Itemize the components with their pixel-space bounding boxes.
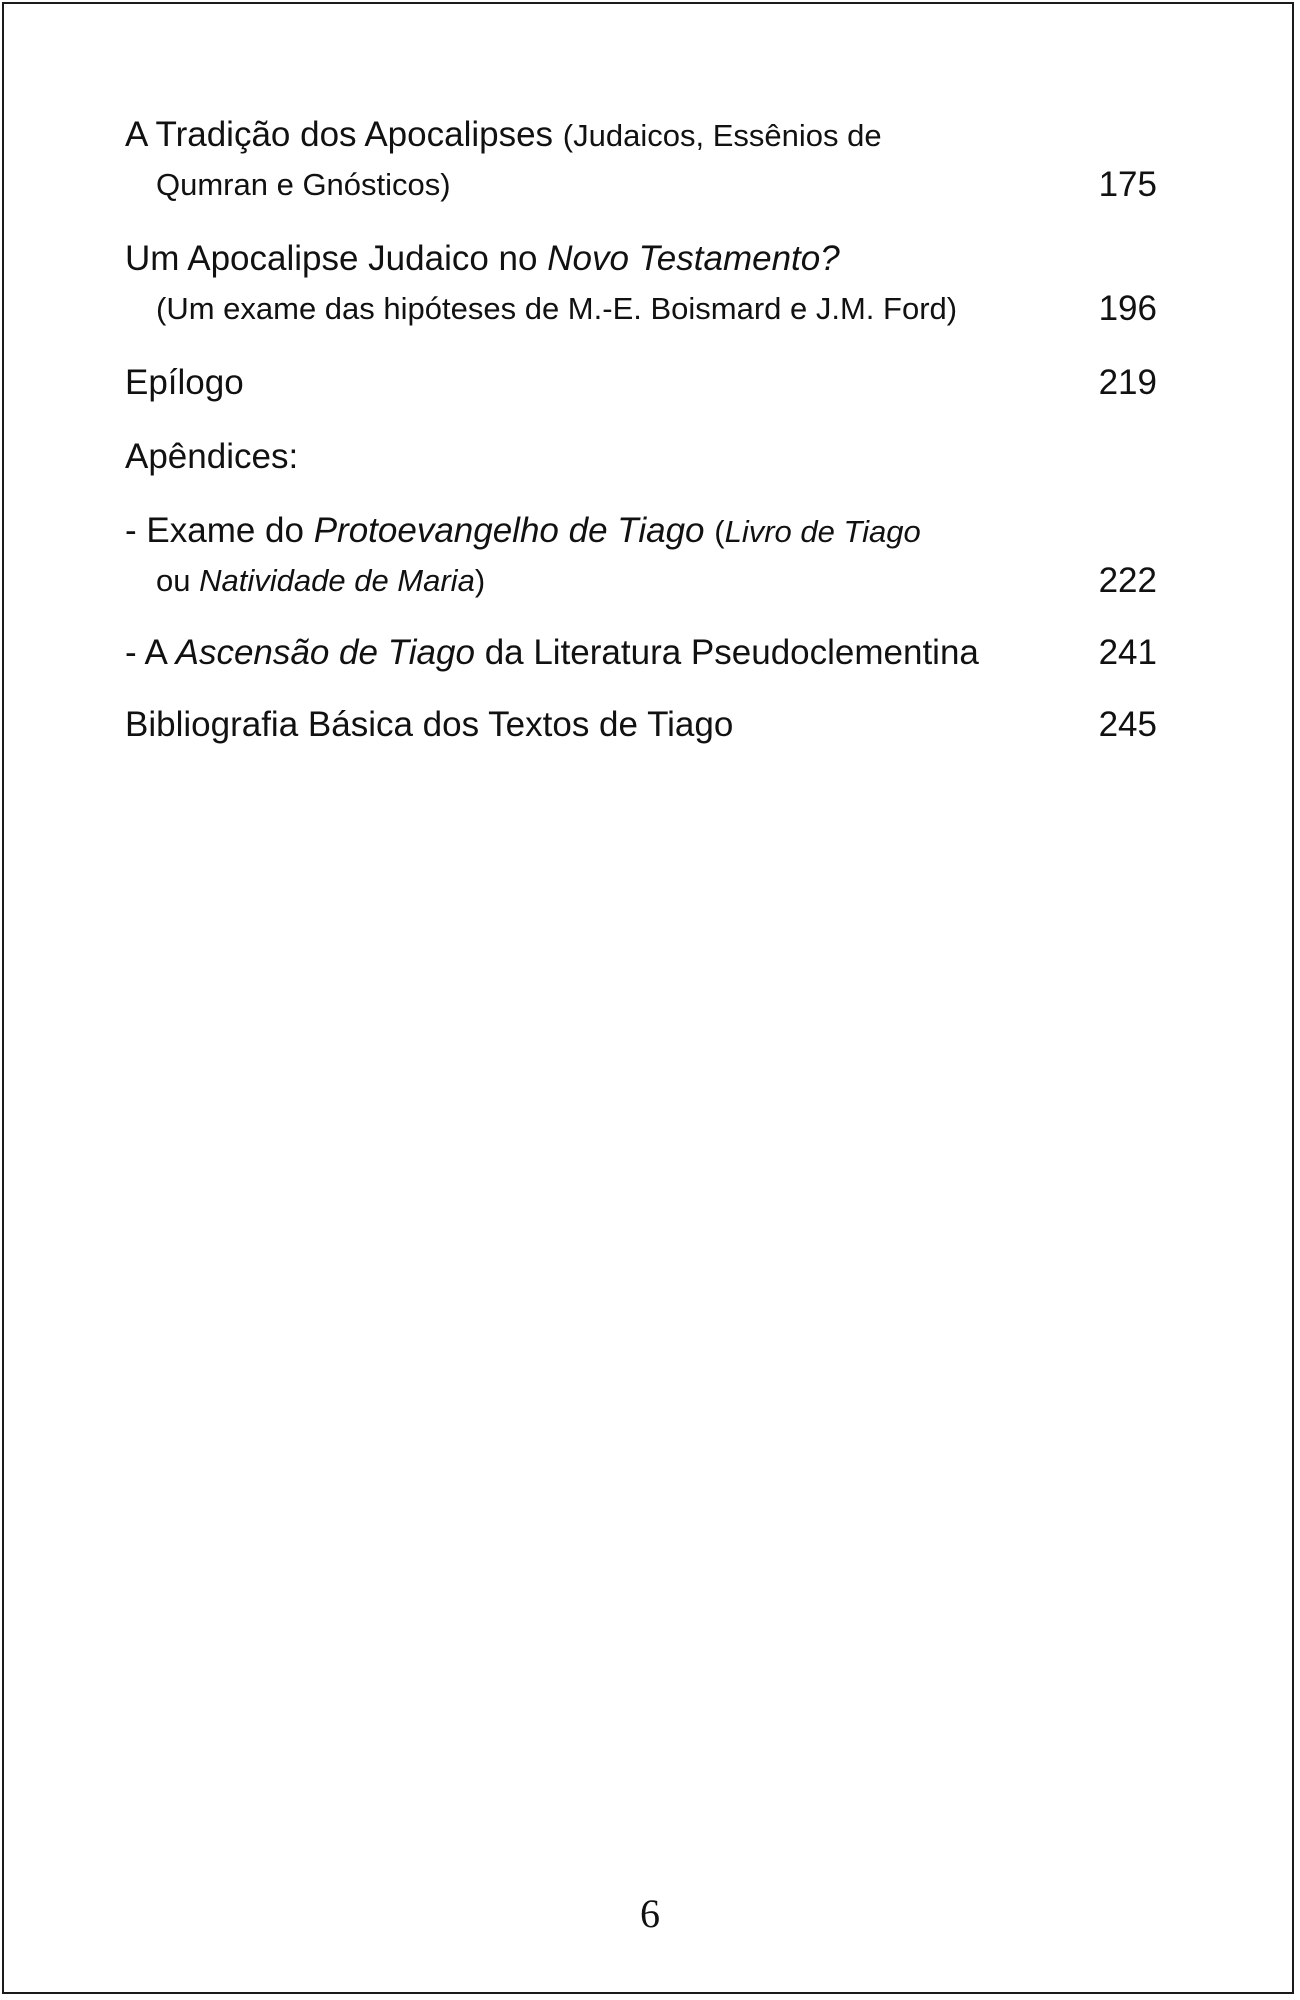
toc-entry-paren-italic: Livro de Tiago — [724, 514, 921, 549]
toc-entry-jewish-apocalypse — [125, 234, 1157, 284]
toc-entry-title-paren: (Judaicos, Essênios de — [562, 118, 882, 153]
toc-entry-subtitle-line — [125, 284, 1157, 334]
toc-entry-line2-text: ou — [156, 563, 191, 598]
toc-entry-title-continued — [125, 160, 1157, 210]
toc-entry-title: Bibliografia Básica dos Textos de Tiago — [125, 705, 734, 744]
toc-entry-title: A Tradição dos Apocalipses — [125, 115, 554, 154]
toc-section-appendices — [125, 432, 1157, 482]
toc-entry-title-italic: Protoevangelho de Tiago — [313, 511, 705, 550]
toc-entry-apocalypse-tradition — [125, 110, 1157, 160]
toc-entry-title: Um Apocalipse Judaico no — [125, 239, 538, 278]
toc-entry-line2-italic: Natividade de Maria — [199, 563, 475, 598]
toc-entry-protoevangelium — [125, 506, 1157, 556]
toc-entry-bibliography — [125, 700, 1157, 750]
toc-entry-title-continued — [125, 556, 1157, 606]
toc-page-number: 245 — [1098, 705, 1157, 744]
toc-entry-line2-close: ) — [474, 563, 486, 598]
page-number: 6 — [640, 1891, 660, 1936]
toc-entry-epilogue — [125, 358, 1157, 408]
toc-page-number: 241 — [1098, 633, 1157, 672]
toc-page-number: 222 — [1098, 561, 1157, 600]
toc-page-number: 219 — [1098, 363, 1157, 402]
toc-entry-title-italic: Novo Testamento? — [547, 239, 840, 278]
toc-page-number: 175 — [1098, 165, 1157, 204]
toc-entry-title: Epílogo — [125, 363, 244, 402]
toc-entry-prefix: - Exame do — [125, 511, 304, 550]
toc-entry-ascension-of-james — [125, 628, 1157, 678]
toc-page-number: 196 — [1098, 289, 1157, 328]
toc-section-title: Apêndices: — [125, 437, 299, 476]
toc-entry-title-line2: Qumran e Gnósticos) — [156, 167, 451, 202]
toc-entry-suffix: da Literatura Pseudoclementina — [484, 633, 979, 672]
toc-entry-paren-open: ( — [714, 514, 725, 549]
toc-entry-prefix: - A — [125, 633, 166, 672]
toc-entry-subtitle: (Um exame das hipóteses de M.-E. Boismard e J.M. Ford) — [156, 291, 958, 326]
table-of-contents — [125, 110, 1157, 750]
toc-entry-title-italic: Ascensão de Tiago — [175, 633, 475, 672]
